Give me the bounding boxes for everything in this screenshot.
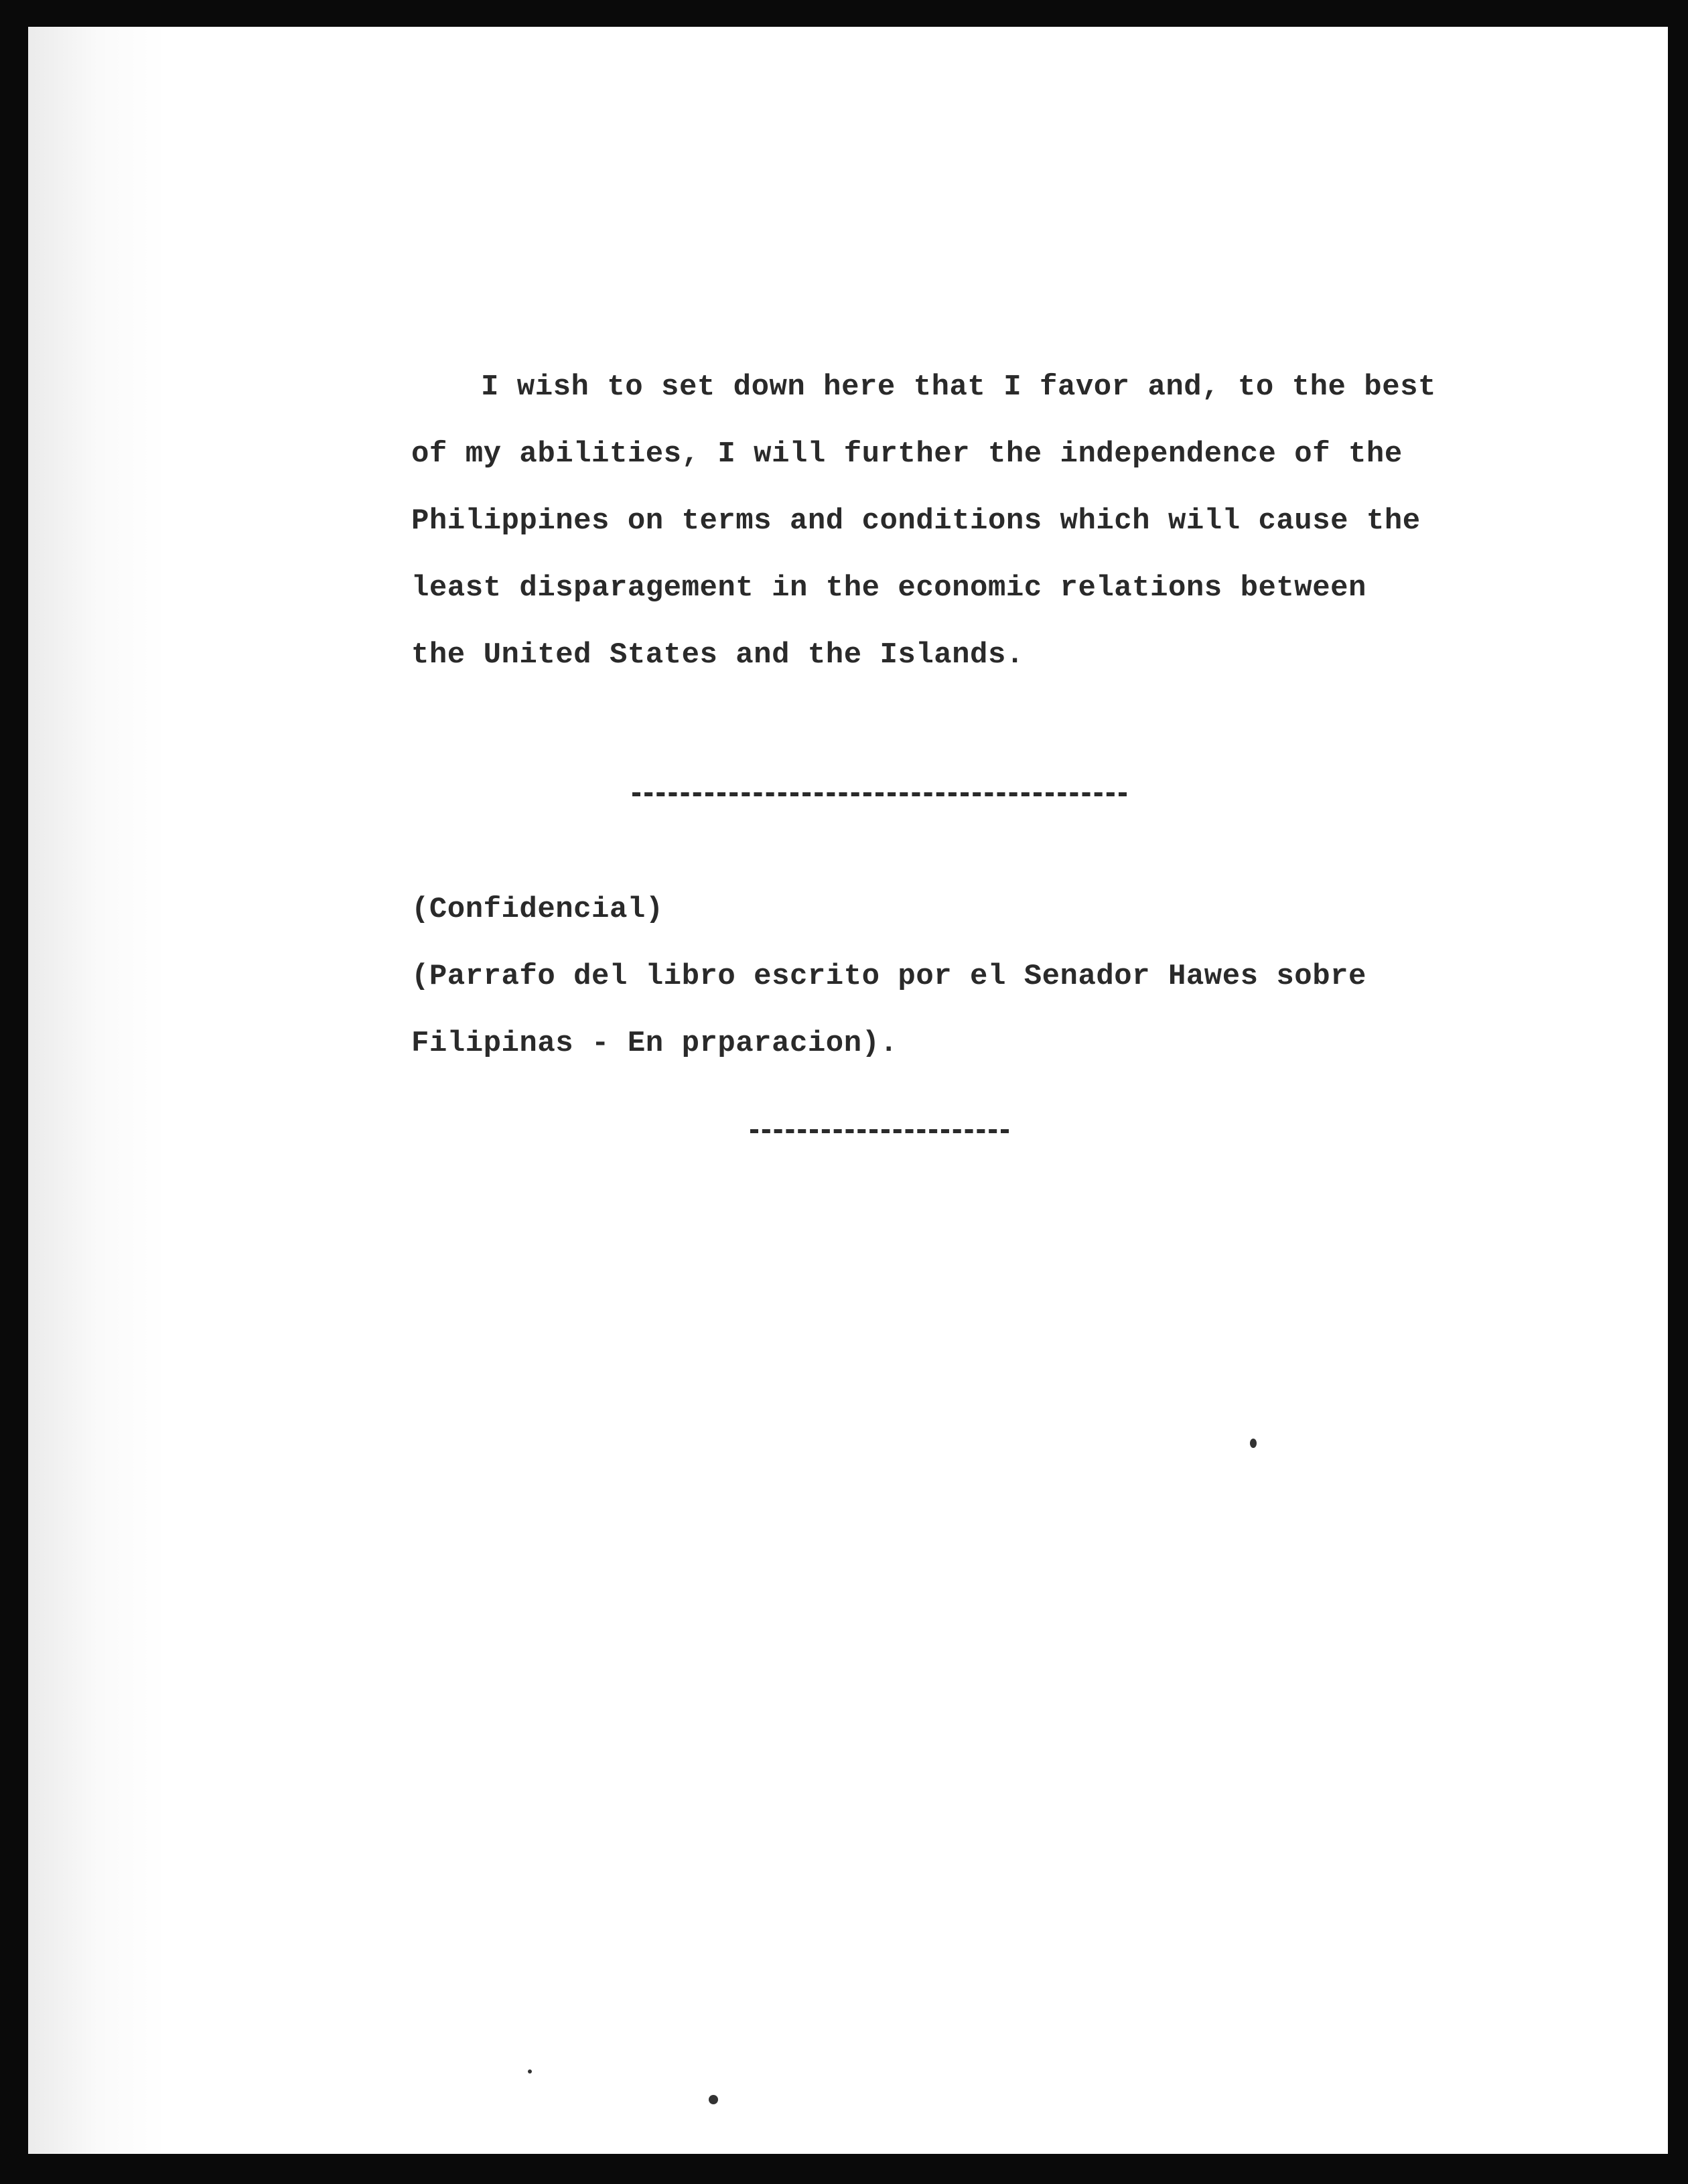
- scan-speck: [528, 2069, 532, 2073]
- scan-speck: [1250, 1439, 1257, 1448]
- note-line-2: Filipinas - En prparacion).: [411, 1027, 898, 1060]
- paragraph-line-4: least disparagement in the economic relations between: [411, 571, 1366, 605]
- confidential-label: (Confidencial): [411, 893, 664, 926]
- section-divider: [632, 792, 1127, 796]
- paragraph-line-5: the United States and the Islands.: [411, 638, 1024, 672]
- scan-edge-shading: [28, 27, 169, 2154]
- end-divider: [750, 1129, 1009, 1133]
- paragraph-line-3: Philippines on terms and conditions which will cause the: [411, 504, 1421, 538]
- paragraph-line-1: I wish to set down here that I favor and, to the best: [481, 370, 1436, 404]
- scan-speck: [709, 2095, 718, 2104]
- document-page: [28, 27, 1668, 2154]
- paragraph-line-2: of my abilities, I will further the independence of the: [411, 437, 1403, 471]
- note-line-1: (Parrafo del libro escrito por el Senador Hawes sobre: [411, 960, 1366, 993]
